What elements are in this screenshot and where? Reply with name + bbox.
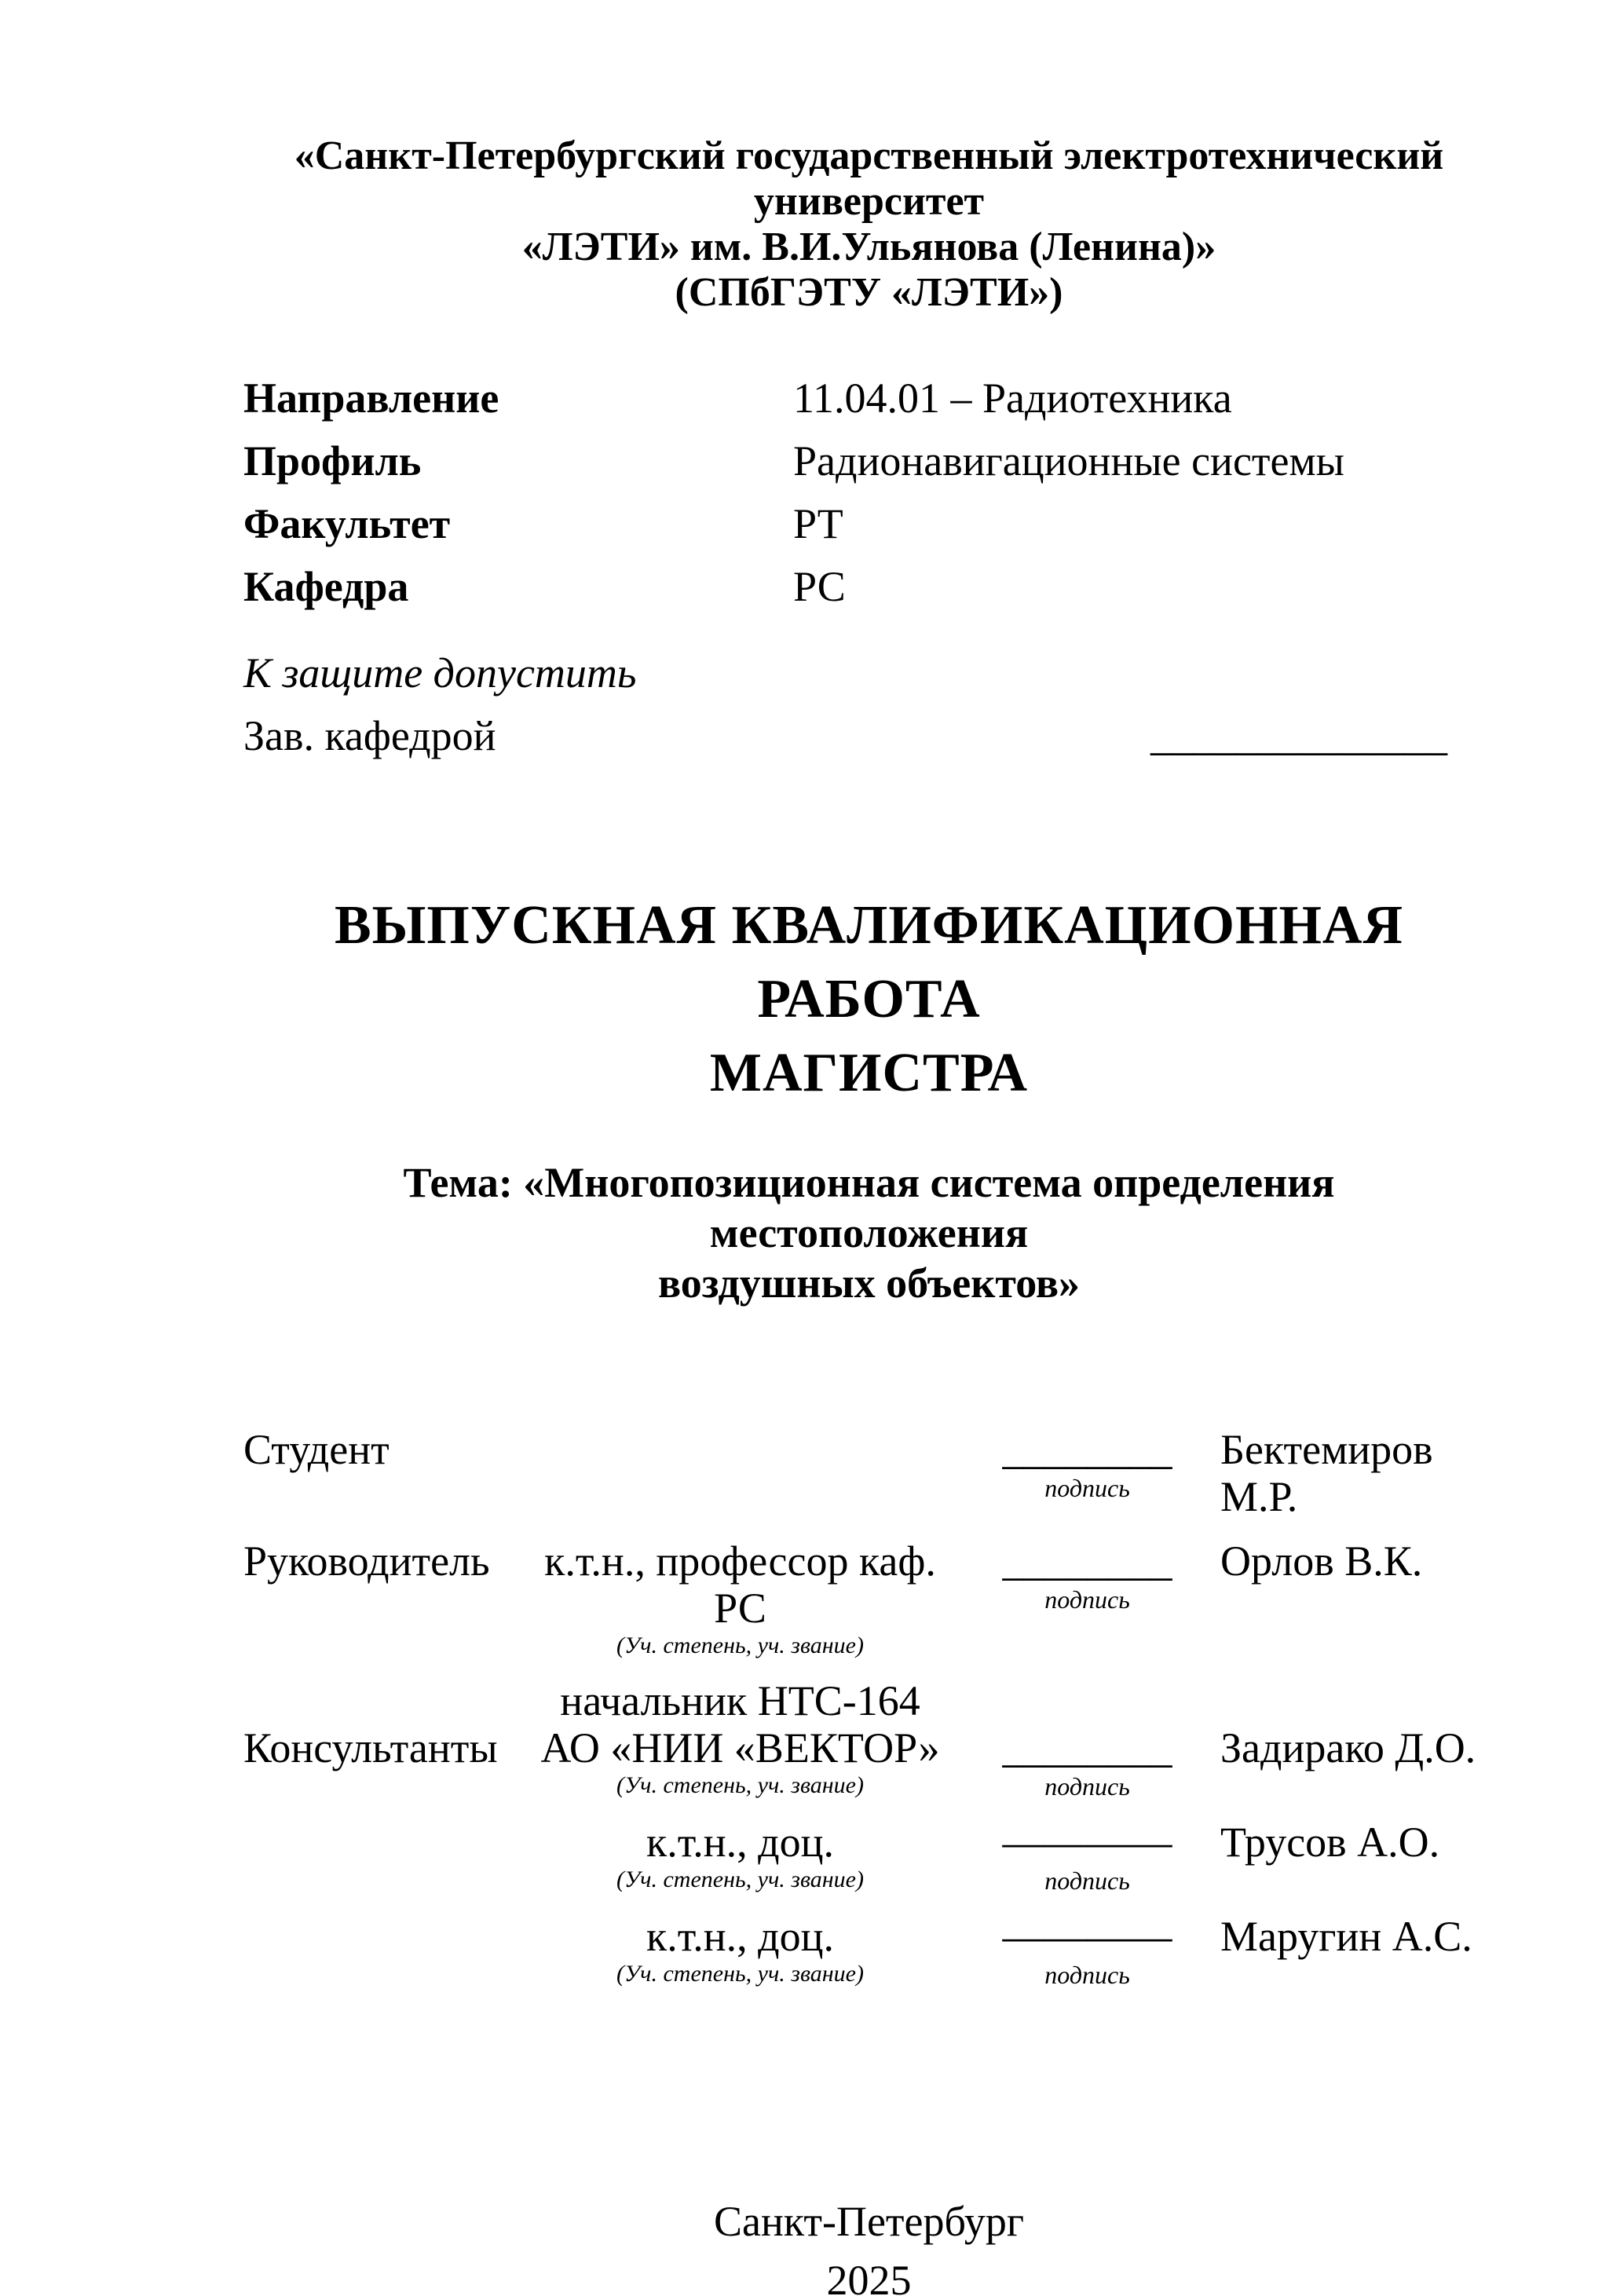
consultant2-name: Трусов А.О. [1220, 1819, 1440, 1866]
topic-line1: Тема: «Многопозиционная система определения местоположения [403, 1159, 1335, 1256]
consultant2-signature-line: ———— [1002, 1819, 1172, 1866]
consultant3-signature-caption: подпись [1044, 1961, 1130, 1989]
consultant1-position-line2: АО «НИИ «ВЕКТОР» [540, 1724, 940, 1771]
consultants-role-label: Консультанты [243, 1724, 498, 1771]
work-title-line2: МАГИСТРА [709, 1043, 1029, 1103]
signature-row-supervisor [243, 1537, 1494, 1660]
topic-block [243, 1157, 1494, 1308]
admission-block [243, 649, 1494, 759]
consultant3-qualification-cell [526, 1913, 954, 1988]
work-title-line1: ВЫПУСКНАЯ КВАЛИФИКАЦИОННАЯ РАБОТА [334, 895, 1404, 1029]
student-name: Бектемиров М.Р. [1220, 1426, 1433, 1520]
supervisor-name: Орлов В.К. [1220, 1537, 1423, 1585]
program-info [243, 375, 1494, 610]
info-row-profile [243, 437, 1494, 484]
admission-head-row [243, 712, 1494, 759]
consultant1-qualification-note: (Уч. степень, уч. звание) [616, 1772, 864, 1798]
student-signature-cell [954, 1426, 1220, 1503]
faculty-label: Факультет [243, 500, 451, 547]
signatures-block [243, 1426, 1494, 1990]
signature-row-consultant-3 [243, 1913, 1494, 1990]
consultant3-qualification-note: (Уч. степень, уч. звание) [616, 1961, 864, 1987]
work-title [243, 889, 1494, 1110]
university-header [243, 133, 1494, 316]
faculty-value: РТ [793, 500, 843, 547]
student-role-label: Студент [243, 1426, 390, 1473]
consultant3-signature-line: ———— [1002, 1913, 1172, 1960]
consultant3-signature-cell [954, 1913, 1220, 1990]
consultant1-name: Задирако Д.О. [1220, 1724, 1476, 1771]
info-row-faculty [243, 500, 1494, 547]
university-name-line2: «ЛЭТИ» им. В.И.Ульянова (Ленина)» [521, 225, 1216, 269]
consultant1-signature-cell [954, 1677, 1220, 1801]
consultant1-qualification-cell [526, 1677, 954, 1800]
profile-value: Радионавигационные системы [793, 437, 1344, 484]
signature-row-student [243, 1426, 1494, 1520]
student-signature-line: ________ [1002, 1426, 1172, 1473]
signature-row-consultant-2 [243, 1819, 1494, 1896]
consultant2-signature-caption: подпись [1044, 1866, 1130, 1895]
consultant2-qualification: к.т.н., доц. [646, 1819, 835, 1866]
footer-block [243, 2198, 1494, 2296]
department-value: РС [793, 563, 846, 610]
footer-year: 2025 [826, 2257, 912, 2296]
info-row-direction [243, 375, 1494, 422]
direction-value: 11.04.01 – Радиотехника [793, 375, 1232, 422]
consultant2-qualification-cell [526, 1819, 954, 1894]
consultant1-position-line1: начальник НТС-164 [560, 1677, 920, 1724]
university-name-line1: «Санкт-Петербургский государственный электротехнический университет [294, 133, 1444, 224]
department-label: Кафедра [243, 563, 409, 610]
supervisor-qualification: к.т.н., профессор каф. РС [544, 1537, 936, 1632]
supervisor-signature-line: ________ [1002, 1537, 1172, 1585]
consultant2-qualification-note: (Уч. степень, уч. звание) [616, 1866, 864, 1892]
footer-city: Санкт-Петербург [713, 2198, 1025, 2245]
university-abbreviation: (СПбГЭТУ «ЛЭТИ») [675, 270, 1063, 315]
consultant2-signature-cell [954, 1819, 1220, 1896]
supervisor-signature-caption: подпись [1044, 1585, 1130, 1614]
profile-label: Профиль [243, 437, 422, 484]
supervisor-qualification-cell [526, 1537, 954, 1660]
admission-approve-text: К защите допустить [243, 649, 637, 696]
consultant1-signature-line: ________ [1002, 1724, 1172, 1771]
info-row-department [243, 563, 1494, 610]
supervisor-signature-cell [954, 1537, 1220, 1614]
student-signature-caption: подпись [1044, 1474, 1130, 1502]
department-head-signature-blank: ______________ [1150, 712, 1447, 759]
topic-line2: воздушных объектов» [657, 1260, 1081, 1307]
consultant1-signature-caption: подпись [1044, 1772, 1130, 1801]
direction-label: Направление [243, 375, 499, 422]
signature-row-consultant-1 [243, 1677, 1494, 1801]
consultant3-name: Маругин А.С. [1220, 1913, 1472, 1960]
consultant3-qualification: к.т.н., доц. [646, 1913, 835, 1960]
supervisor-qualification-note: (Уч. степень, уч. звание) [616, 1632, 864, 1658]
supervisor-role-label: Руководитель [243, 1537, 490, 1585]
department-head-label: Зав. кафедрой [243, 712, 496, 759]
